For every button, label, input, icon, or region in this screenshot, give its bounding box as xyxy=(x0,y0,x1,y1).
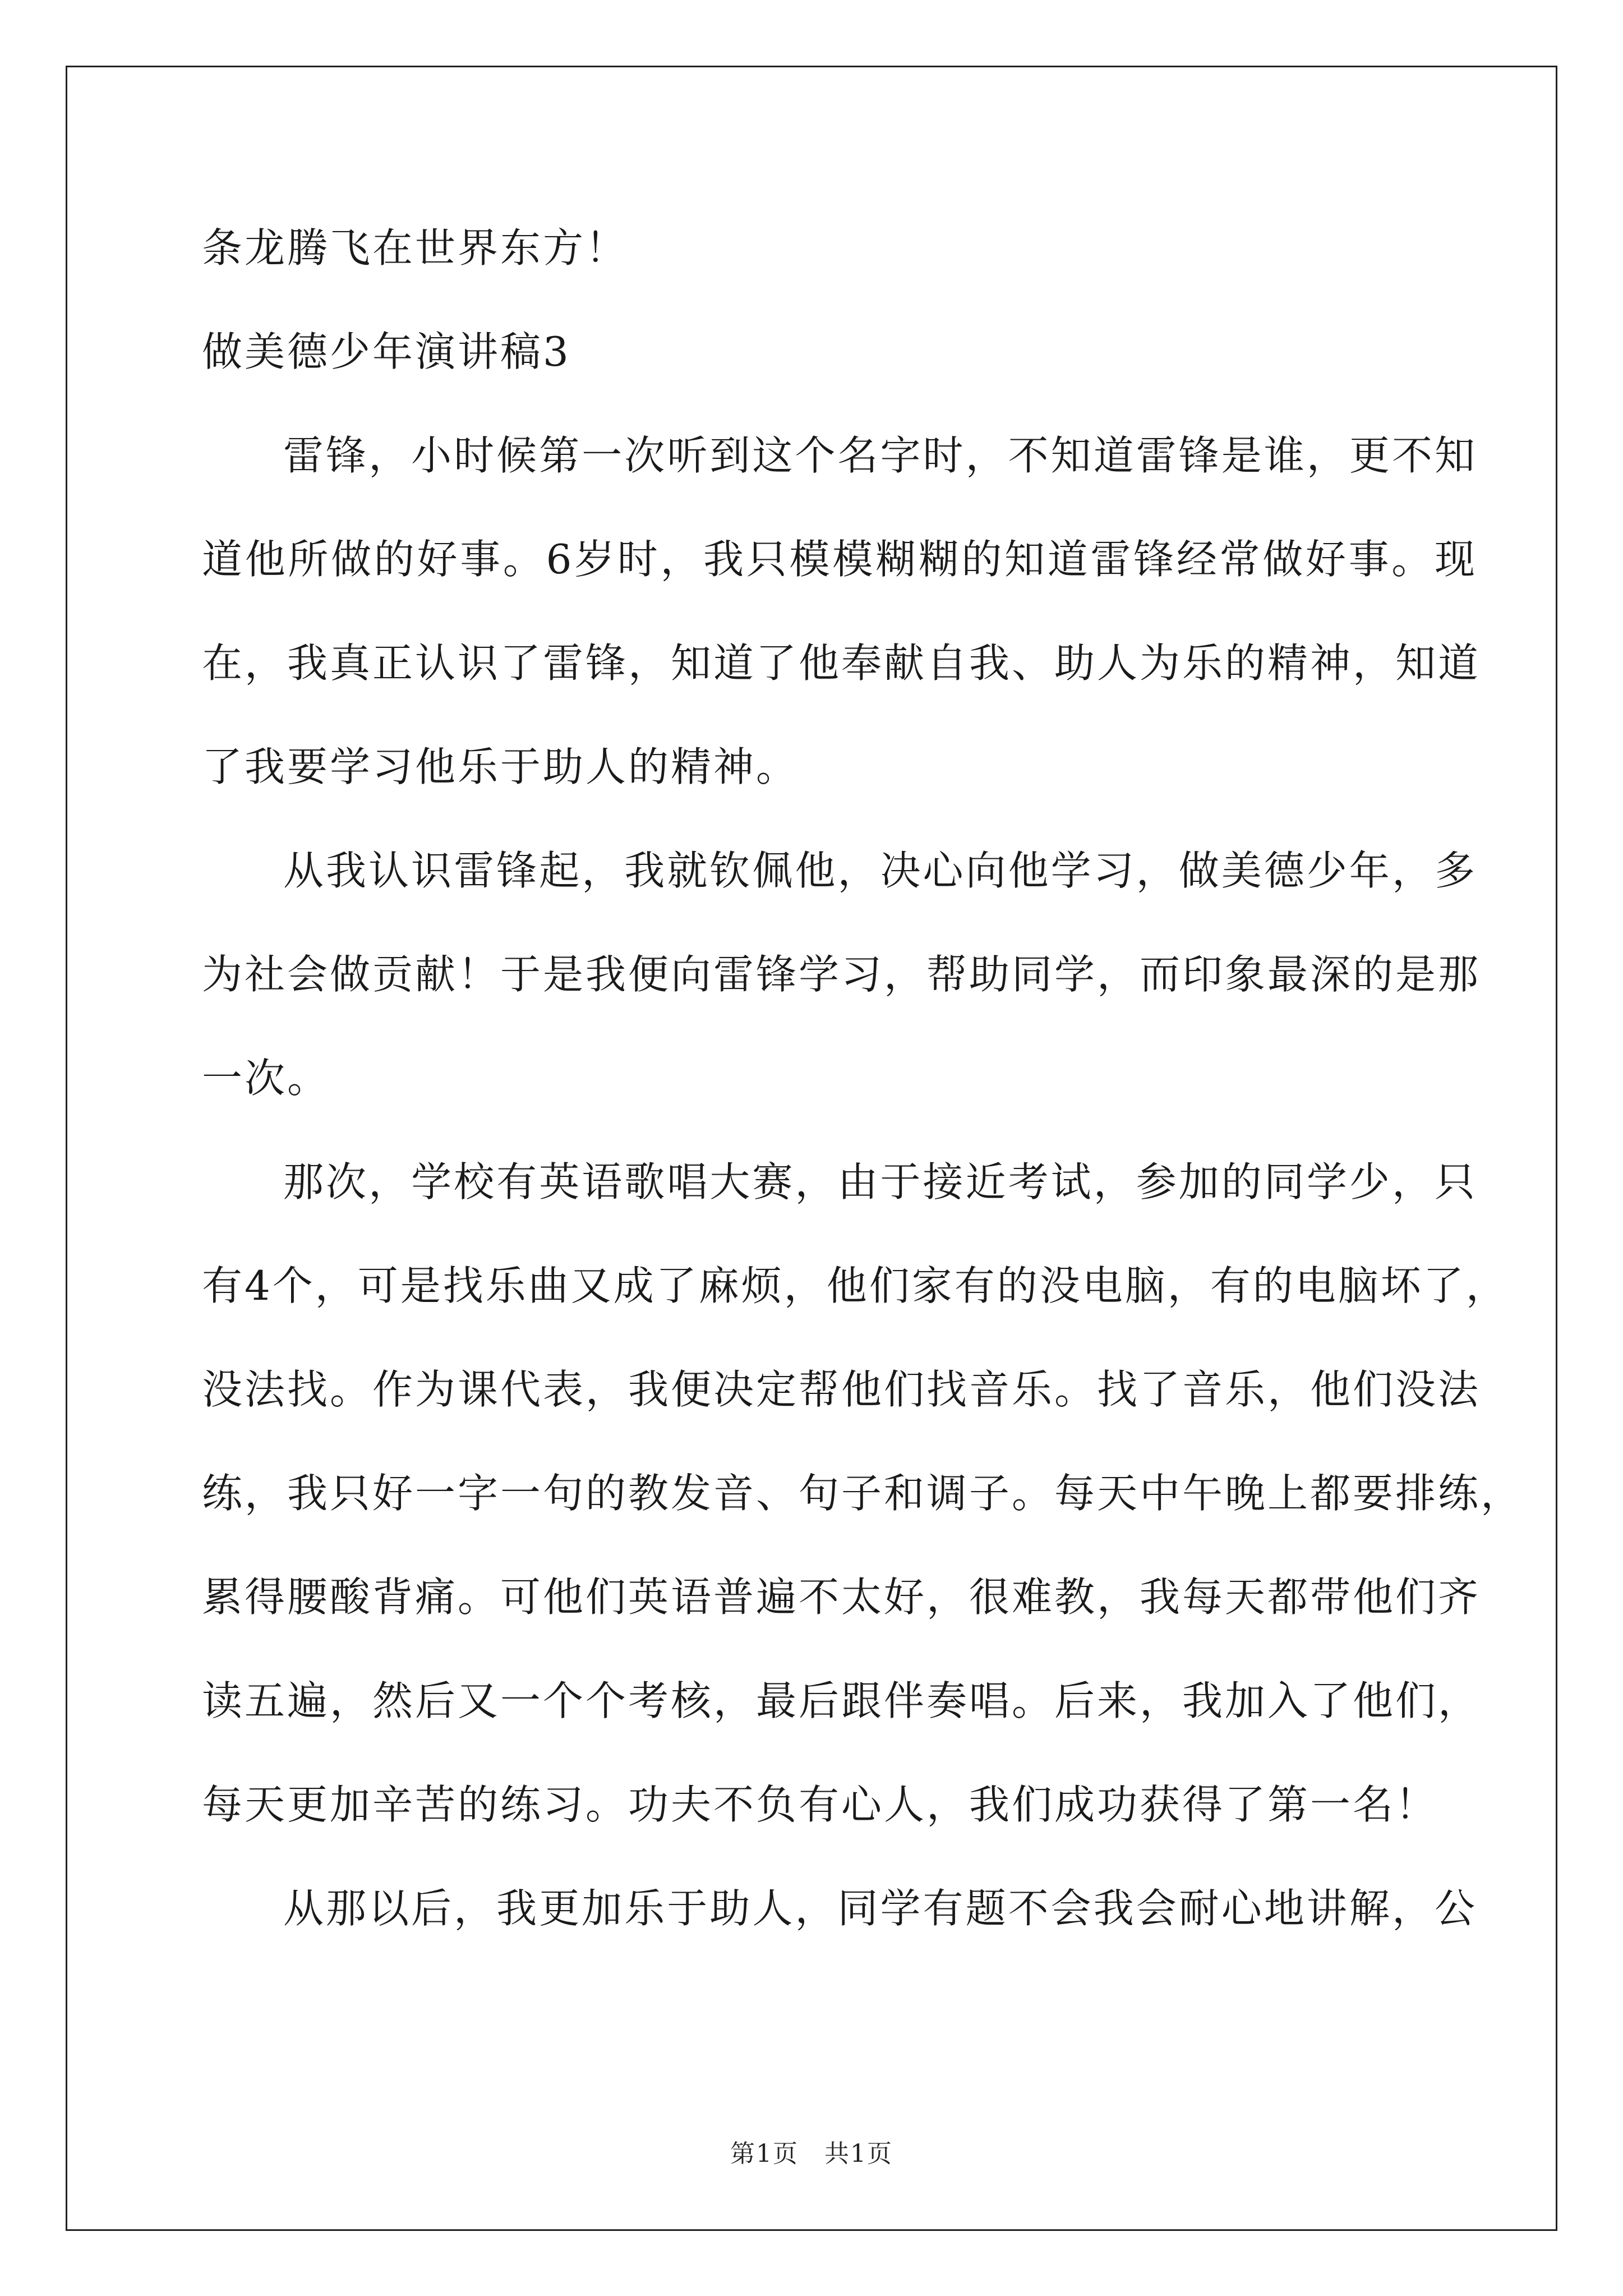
text-line: 没法找。作为课代表，我便决定帮他们找音乐。找了音乐，他们没法 xyxy=(202,1366,1481,1413)
text-line: 练，我只好一字一句的教发音、句子和调子。每天中午晚上都要排练， xyxy=(202,1470,1524,1517)
text-line: 一次。 xyxy=(202,1055,330,1102)
text-line: 那次，学校有英语歌唱大赛，由于接近考试，参加的同学少，只 xyxy=(283,1158,1477,1205)
text-line: 有4个，可是找乐曲又成了麻烦，他们家有的没电脑，有的电脑坏了， xyxy=(202,1262,1509,1309)
text-line: 读五遍，然后又一个个考核，最后跟伴奏唱。后来，我加入了他们， xyxy=(202,1677,1481,1724)
text-line: 累得腰酸背痛。可他们英语普遍不太好，很难教，我每天都带他们齐 xyxy=(202,1573,1481,1621)
text-line: 每天更加辛苦的练习。功夫不负有心人，我们成功获得了第一名！ xyxy=(202,1781,1438,1828)
text-line: 为社会做贡献！于是我便向雷锋学习，帮助同学，而印象最深的是那 xyxy=(202,951,1481,998)
page-frame xyxy=(66,66,1557,2231)
page-number: 第1页 共1页 xyxy=(730,2139,893,2168)
text-line: 从那以后，我更加乐于助人，同学有题不会我会耐心地讲解，公 xyxy=(283,1885,1477,1932)
document-body xyxy=(67,67,1556,2229)
text-line: 道他所做的好事。6岁时，我只模模糊糊的知道雷锋经常做好事。现 xyxy=(202,536,1477,583)
text-line: 从我认识雷锋起，我就钦佩他，决心向他学习，做美德少年，多 xyxy=(283,847,1477,894)
text-line: 了我要学习他乐于助人的精神。 xyxy=(202,743,799,790)
text-line: 在，我真正认识了雷锋，知道了他奉献自我、助人为乐的精神，知道 xyxy=(202,639,1481,687)
text-line: 雷锋，小时候第一次听到这个名字时，不知道雷锋是谁，更不知 xyxy=(283,432,1477,479)
section-heading: 做美德少年演讲稿3 xyxy=(202,328,571,375)
text-line: 条龙腾飞在世界东方！ xyxy=(202,224,629,272)
